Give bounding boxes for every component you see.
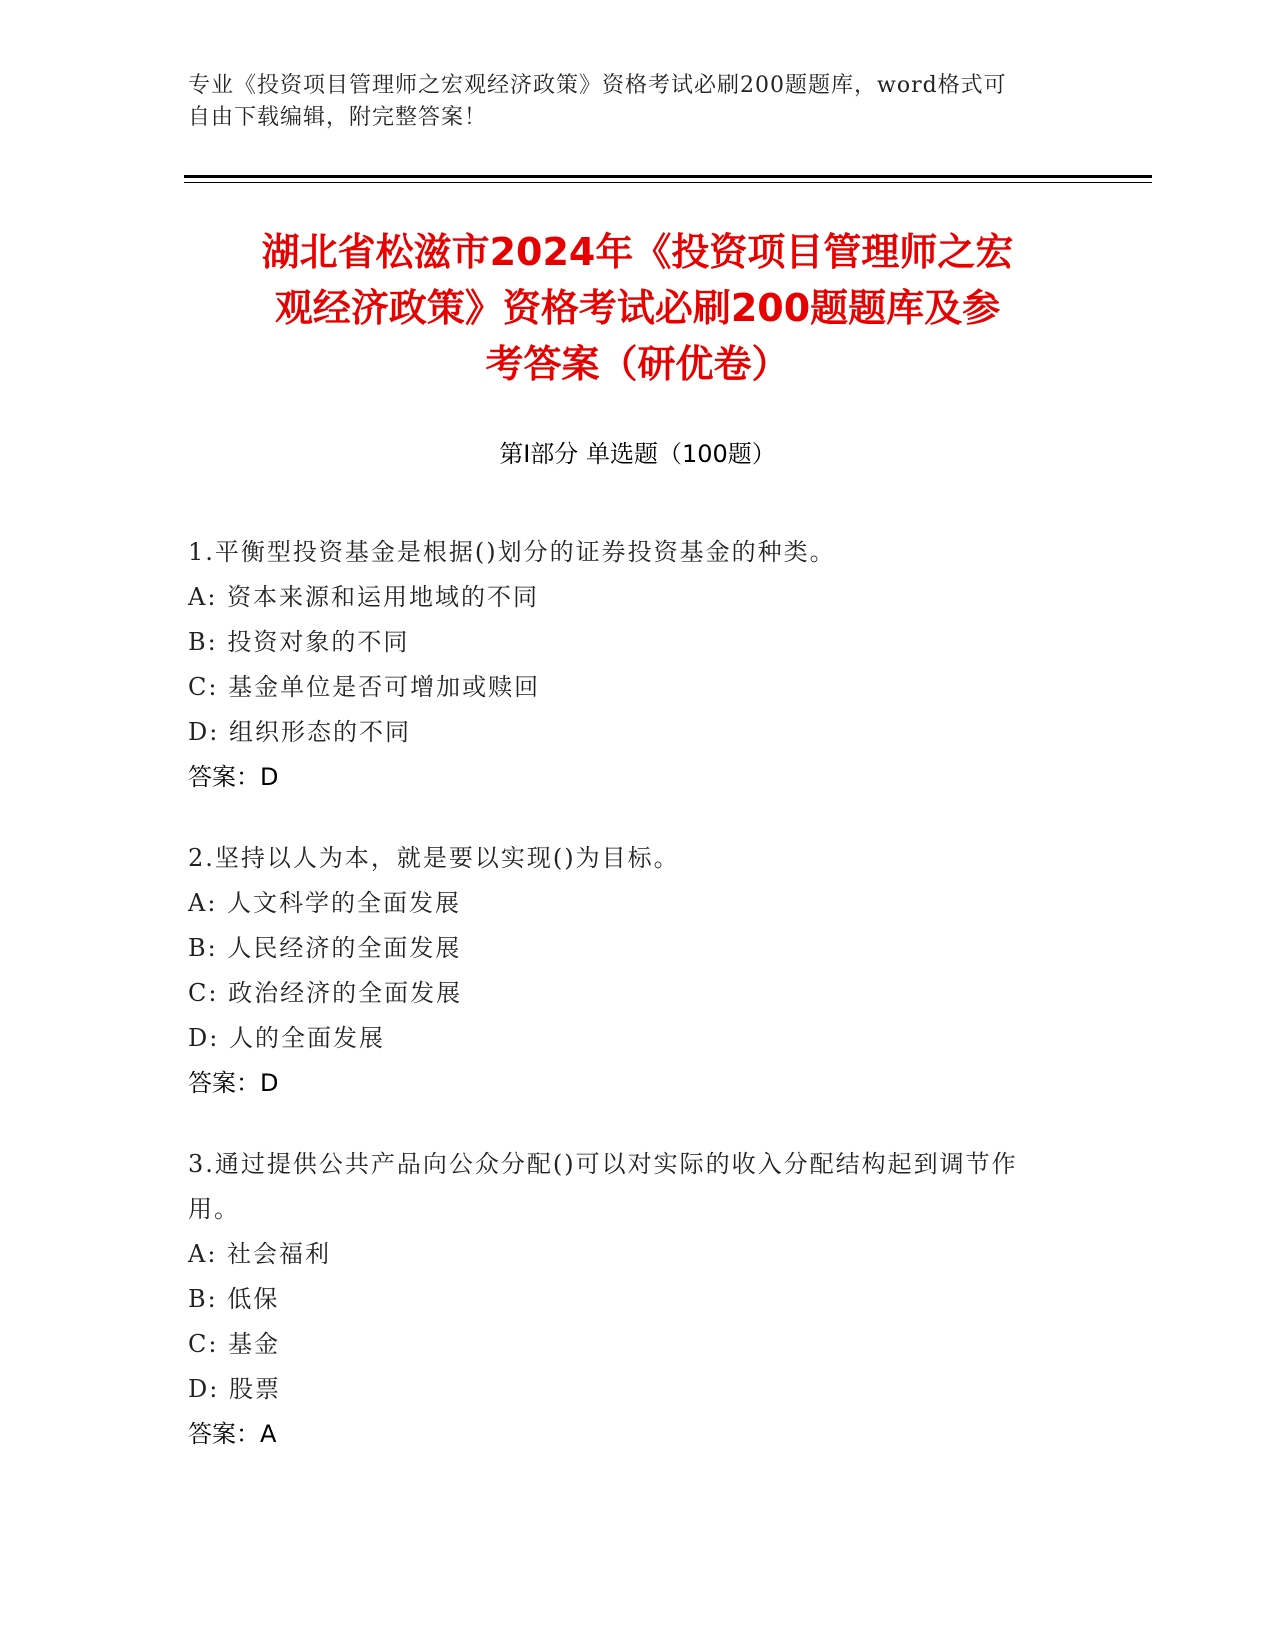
option-a: A: 人文科学的全面发展: [188, 889, 462, 917]
answer: 答案：A: [188, 1420, 277, 1448]
question-2: [188, 836, 1068, 1106]
answer: 答案：D: [188, 763, 279, 791]
option-d: D: 组织形态的不同: [188, 718, 411, 746]
option-a: A: 社会福利: [188, 1240, 332, 1268]
answer: 答案：D: [188, 1069, 279, 1097]
intro-text: 专业《投资项目管理师之宏观经济政策》资格考试必刷200题题库，word格式可 自由下载编辑，附完整答案！: [188, 73, 1007, 130]
option-c: C: 政治经济的全面发展: [188, 979, 463, 1007]
header-rule-thin: [184, 182, 1152, 183]
question-stem: 1.平衡型投资基金是根据()划分的证券投资基金的种类。: [188, 538, 836, 566]
document-title: 湖北省松滋市2024年《投资项目管理师之宏 观经济政策》资格考试必刷200题题库及参 考答案（研优卷）: [261, 230, 1014, 386]
option-d: D: 人的全面发展: [188, 1024, 385, 1052]
option-b: B: 投资对象的不同: [188, 628, 410, 656]
question-list: [188, 530, 1068, 1493]
question-3: [188, 1142, 1068, 1457]
header-rule-thick: [184, 175, 1152, 178]
part-heading: 第Ⅰ部分 单选题（100题）: [499, 440, 776, 468]
option-b: B: 低保: [188, 1285, 280, 1313]
question-1: [188, 530, 1068, 800]
question-stem: 3.通过提供公共产品向公众分配()可以对实际的收入分配结构起到调节作用。: [188, 1150, 1018, 1223]
question-stem: 2.坚持以人为本，就是要以实现()为目标。: [188, 844, 680, 872]
option-c: C: 基金: [188, 1330, 281, 1358]
option-a: A: 资本来源和运用地域的不同: [188, 583, 540, 611]
option-c: C: 基金单位是否可增加或赎回: [188, 673, 541, 701]
option-d: D: 股票: [188, 1375, 281, 1403]
option-b: B: 人民经济的全面发展: [188, 934, 462, 962]
